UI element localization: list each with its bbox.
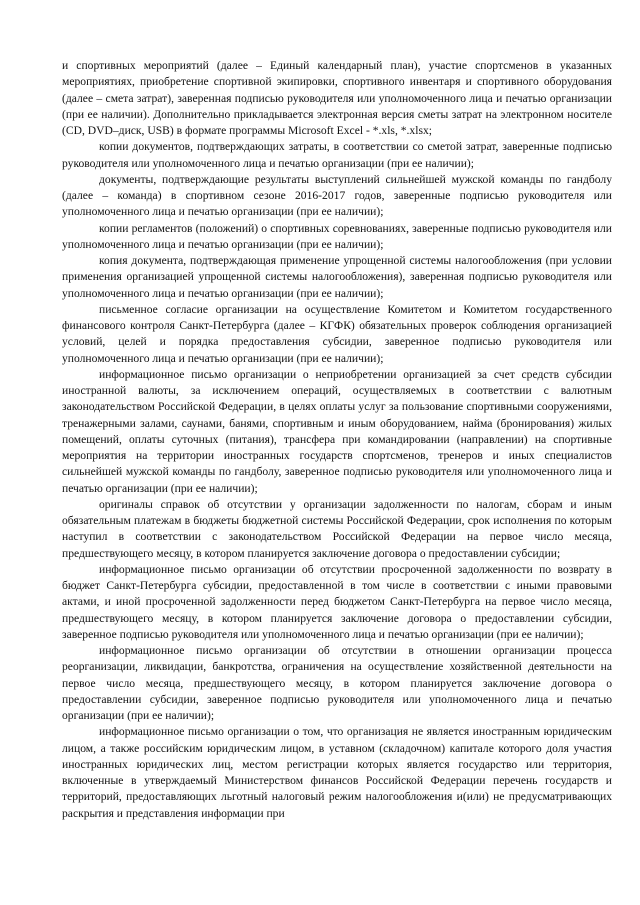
paragraph: оригиналы справок об отсутствии у организации задолженности по налогам, сборам и иным обязательным платежам в бюджеты бюджетной системы Российской Федерации, срок исполнения по которым наступил в соответствии с законодательством Российской Федерации на первое число месяца, предшествующего месяцу, в котором планируется заключение договора о предоставлении субсидии; <box>62 497 612 560</box>
paragraph: копии регламентов (положений) о спортивных соревнованиях, заверенные подписью руководителя или уполномоченного лица и печатью организации (при ее наличии); <box>62 221 612 251</box>
document-body <box>62 58 612 822</box>
paragraph: информационное письмо организации об отсутствии в отношении организации процесса реорганизации, ликвидации, банкротства, ограничения на осуществление хозяйственной деятельности на первое число месяца, предшествующего месяцу, в котором планируется заключение договора о предоставлении субсидии, заверенное подписью руководителя или уполномоченного лица и печатью организации (при ее наличии); <box>62 644 612 722</box>
paragraph: и спортивных мероприятий (далее – Единый календарный план), участие спортсменов в указанных мероприятиях, приобретение спортивной экипировки, спортивного инвентаря и спортивного оборудования (далее – смета затрат), заверенная подписью руководителя или уполномоченного лица и печатью организации (при ее наличии). Дополнительно прикладывается электронная версия сметы затрат на электронном носителе (CD, DVD–диск, USB) в формате программы Microsoft Excel - *.xls, *.xlsx; <box>62 59 612 137</box>
paragraph: информационное письмо организации об отсутствии просроченной задолженности по возврату в бюджет Санкт-Петербурга субсидии, предоставленной в том числе в соответствии с иными правовыми актами, и иной просроченной задолженности перед бюджетом Санкт-Петербурга на первое число месяца, предшествующего месяцу, в котором планируется заключение договора о предоставлении субсидии, заверенное подписью руководителя или уполномоченного лица и печатью организации (при ее наличии); <box>62 562 612 641</box>
paragraph: копия документа, подтверждающая применение упрощенной системы налогообложения (при условии применения организацией упрощенной системы налогообложения), заверенная подписью руководителя или уполномоченного лица и печатью организации (при ее наличии); <box>62 254 612 300</box>
paragraph: информационное письмо организации о неприобретении организацией за счет средств субсидии иностранной валюты, за исключением операций, осуществляемых в соответствии с валютным законодательством Российской Федерации, в целях оплаты услуг за пользование спортивными сооружениями, тренажерными залами, саунами, банями, спортивным и иным оборудованием, найма (бронирования) жилых помещений, оплаты суточных (питания), трансфера при командировании (направлении) на спортивные мероприятия на территории иностранных государств спортсменов, тренеров и иных специалистов сильнейшей мужской команды по гандболу, заверенное подписью руководителя или уполномоченного лица и печатью организации (при ее наличии); <box>62 367 612 495</box>
paragraph: документы, подтверждающие результаты выступлений сильнейшей мужской команды по гандболу (далее – команда) в спортивном сезоне 2016-2017 годов, заверенные подписью руководителя или уполномоченного лица и печатью организации (при ее наличии); <box>62 172 612 219</box>
paragraph: копии документов, подтверждающих затраты, в соответствии со сметой затрат, заверенные подписью руководителя или уполномоченного лица и печатью организации (при ее наличии); <box>62 140 612 170</box>
paragraph: письменное согласие организации на осуществление Комитетом и Комитетом государственного финансового контроля Санкт-Петербурга (далее – КГФК) обязательных проверок соблюдения организацией условий, целей и порядка предоставления субсидии, заверенное подписью руководителя или уполномоченного лица и печатью организации (при ее наличии); <box>62 302 612 365</box>
paragraph: информационное письмо организации о том, что организация не является иностранным юридическим лицом, а также российским юридическим лицом, в уставном (складочном) капитале которого доля участия иностранных юридических лиц, местом регистрации которых является государство или территория, включенные в утверждаемый Министерством финансов Российской Федерации перечень государств и территорий, предоставляющих льготный налоговый режим налогообложения и(или) не предусматривающих раскрытия и представления информации при <box>62 725 612 820</box>
